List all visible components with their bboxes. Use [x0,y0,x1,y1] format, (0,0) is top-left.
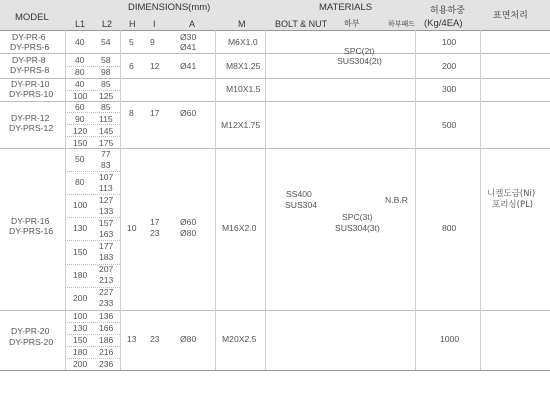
i-value: 23 [150,228,160,238]
model-name: DY-PR-20 [11,326,50,336]
sub-divider [65,66,120,67]
l2-value: 177 [99,241,114,251]
surface-value: 니켈도금(Ni) [487,189,536,199]
header-materials: MATERIALS [319,2,373,13]
header-divider [0,30,550,31]
l2-value: 98 [101,67,111,77]
column-divider [480,30,481,370]
h-value: 13 [127,334,137,344]
table-bottom [0,370,550,371]
l1-value: 180 [73,347,88,357]
model-name: DY-PR-16 [11,216,50,226]
l2-value: 83 [101,160,111,170]
l2-value: 58 [101,55,111,65]
header-a: A [189,19,196,29]
sub-divider [65,136,120,137]
material-value: SUS304(2t) [337,56,382,66]
bolt-nut-value: SS400 [286,189,312,199]
l2-value: 216 [99,347,114,357]
l1-value: 180 [73,270,88,280]
header-l1: L1 [75,19,86,29]
material-value: SPC(2t) [344,46,375,56]
m-value: M10X1.5 [226,84,261,94]
l2-value: 115 [99,114,113,124]
m-value: M20X2.5 [222,334,257,344]
load-value: 800 [442,223,457,233]
l2-value: 145 [99,126,114,136]
header-l2: L2 [102,19,113,29]
l2-value: 107 [99,172,114,182]
i-value: 9 [150,37,155,47]
l2-value: 127 [99,195,114,205]
load-value: 200 [442,61,457,71]
l2-value: 113 [99,183,113,193]
l1-value: 100 [73,91,88,101]
header-surface: 표면처리 [493,11,528,21]
model-name: DY-PR-12 [11,113,50,123]
l2-value: 54 [101,37,111,47]
l2-value: 166 [99,323,114,333]
load-value: 500 [442,120,457,130]
l2-value: 175 [99,138,114,148]
load-value: 300 [442,84,457,94]
l1-value: 150 [73,138,88,148]
i-value: 23 [150,334,160,344]
l2-value: 233 [99,298,114,308]
sub-divider [65,124,120,125]
l1-value: 100 [73,311,88,321]
l1-value: 200 [73,359,88,369]
l2-value: 236 [99,359,114,369]
header-model: MODEL [15,12,49,23]
h-value: 5 [129,37,134,47]
l1-value: 100 [73,200,88,210]
model-name: DY-PRS-8 [10,65,50,75]
column-divider [65,30,66,370]
i-value: 17 [150,108,160,118]
l1-value: 50 [75,154,85,164]
l1-value: 150 [73,335,88,345]
surface-value: 포리싱(PL) [492,200,534,210]
header-h: H [129,19,136,29]
bolt-nut-value: SUS304 [285,200,318,210]
model-name: DY-PRS-10 [9,89,54,99]
l2-value: 157 [99,218,114,228]
m-value: M6X1.0 [228,37,258,47]
l2-value: 125 [99,91,114,101]
header-load: 허용하중 [430,6,465,16]
column-divider [215,30,216,370]
pad-value: N.B.R [385,195,408,205]
material-value: SPC(3t) [342,212,373,222]
m-value: M12X1.75 [221,120,261,130]
l1-value: 80 [75,177,85,187]
a-value: Ø60 [180,217,197,227]
l2-value: 133 [99,206,114,216]
model-name: DY-PR-10 [11,79,50,89]
a-value: Ø60 [180,108,197,118]
model-name: DY-PRS-20 [9,337,54,347]
l2-value: 227 [99,287,114,297]
column-divider [120,30,121,370]
h-value: 10 [127,223,137,233]
l2-value: 207 [99,264,114,274]
model-name: DY-PR-8 [12,55,46,65]
h-value: 6 [129,61,134,71]
l2-value: 85 [101,79,111,89]
header-dimensions: DIMENSIONS(mm) [128,2,211,13]
header-m: M [238,19,246,29]
model-name: DY-PRS-16 [9,226,54,236]
sub-divider [65,112,120,113]
a-value: Ø30 [180,32,197,42]
l1-value: 130 [73,323,88,333]
l1-value: 40 [75,37,85,47]
l1-value: 40 [75,55,85,65]
l2-value: 213 [99,275,114,285]
row-divider [0,148,550,149]
l1-value: 40 [75,79,85,89]
l2-value: 85 [101,102,111,112]
a-value: Ø41 [180,42,197,52]
header-load-unit: (Kg/4EA) [424,18,463,29]
model-name: DY-PR-6 [12,32,46,42]
l1-value: 130 [73,223,88,233]
l2-value: 77 [101,149,111,159]
model-name: DY-PRS-6 [10,42,50,52]
l2-value: 136 [99,311,114,321]
load-value: 100 [442,37,457,47]
load-value: 1000 [440,334,460,344]
h-value: 8 [129,108,134,118]
l1-value: 90 [75,114,85,124]
l1-value: 150 [73,247,88,257]
l1-value: 60 [75,102,85,112]
m-value: M16X2.0 [222,223,257,233]
l1-value: 200 [73,293,88,303]
i-value: 17 [150,217,160,227]
header-hab: 하부 [344,19,360,28]
column-divider [415,30,416,370]
a-value: Ø41 [180,61,197,71]
l2-value: 183 [99,252,114,262]
l1-value: 120 [73,126,88,136]
l2-value: 186 [99,335,114,345]
a-value: Ø80 [180,334,197,344]
l2-value: 163 [99,229,114,239]
l1-value: 80 [75,67,85,77]
header-bolt-nut: BOLT & NUT [275,19,328,29]
material-value: SUS304(3t) [335,223,380,233]
row-divider [0,53,550,54]
i-value: 12 [150,61,160,71]
column-divider [265,30,266,370]
header-habpad: 하부패드 [388,20,416,28]
a-value: Ø80 [180,228,197,238]
model-name: DY-PRS-12 [9,123,54,133]
m-value: M8X1.25 [226,61,261,71]
header-i: I [153,19,156,29]
